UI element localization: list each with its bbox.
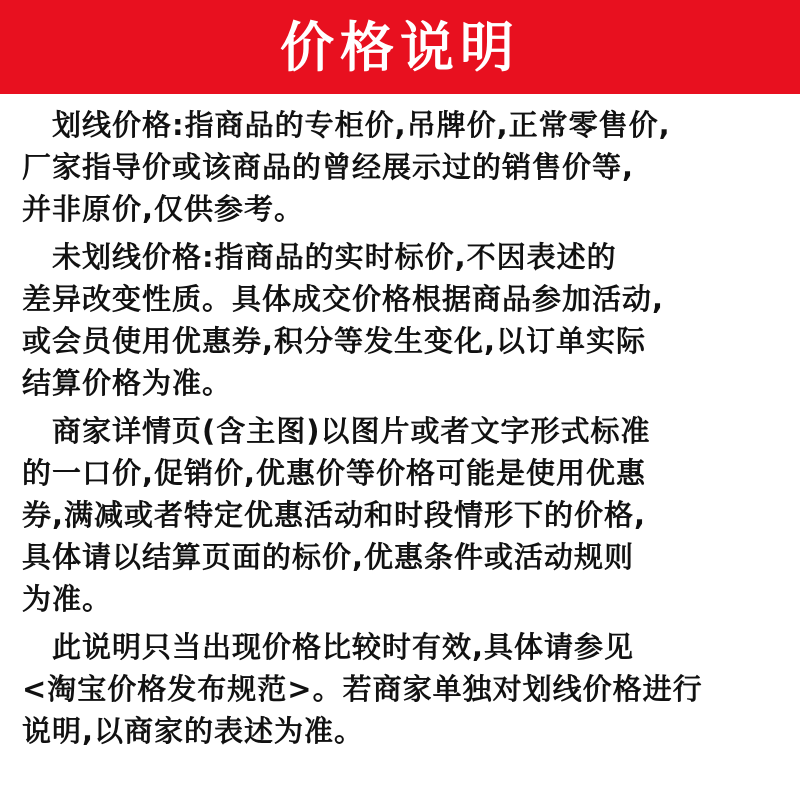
text-line: 此说明只当出现价格比较时有效,具体请参见 [22, 630, 635, 664]
text-line: 说明,以商家的表述为准。 [22, 714, 365, 748]
text-line: 的一口价,促销价,优惠价等价格可能是使用优惠 [22, 456, 647, 490]
paragraph-non-strikethrough-price [22, 236, 792, 404]
text-line: 厂家指导价或该商品的曾经展示过的销售价等, [22, 150, 635, 184]
text-line: 并非原价,仅供参考。 [22, 192, 305, 226]
text-line: 划线价格:指商品的专柜价,吊牌价,正常零售价, [22, 108, 671, 142]
paragraph-strikethrough-price [22, 104, 792, 230]
text-line: 具体请以结算页面的标价,优惠条件或活动规则 [22, 540, 635, 574]
header-banner [0, 0, 800, 94]
text-line: 商家详情页(含主图)以图片或者文字形式标准 [22, 414, 651, 448]
text-line: 差异改变性质。具体成交价格根据商品参加活动, [22, 282, 665, 316]
paragraph-detail-page-price [22, 410, 792, 620]
text-line: 未划线价格:指商品的实时标价,不因表述的 [22, 240, 617, 274]
page-title: 价格说明 [280, 15, 520, 79]
text-line: 券,满减或者特定优惠活动和时段情形下的价格, [22, 498, 647, 532]
text-line: 为准。 [22, 582, 113, 616]
text-line: <淘宝价格发布规范>。若商家单独对划线价格进行 [22, 672, 703, 706]
explanation-body [22, 104, 792, 758]
text-line: 或会员使用优惠券,积分等发生变化,以订单实际 [22, 324, 647, 358]
paragraph-validity-note [22, 626, 792, 752]
text-line: 结算价格为准。 [22, 366, 233, 400]
